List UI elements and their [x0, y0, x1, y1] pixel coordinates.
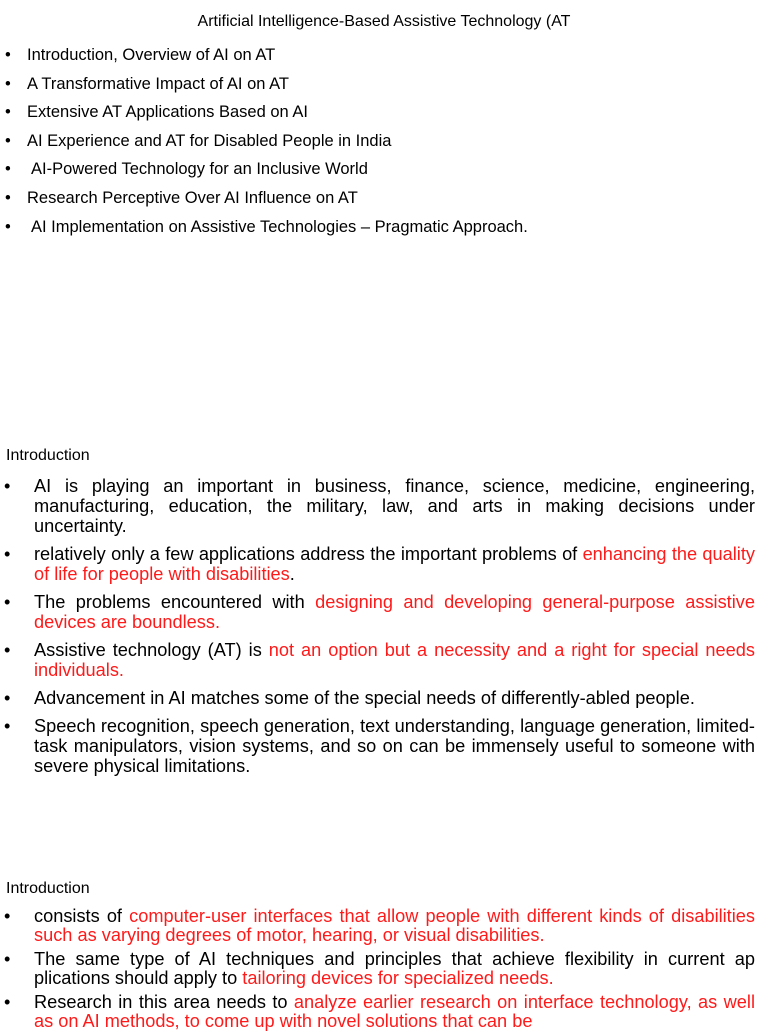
highlighted-text: enhancing the quality of life for people with disabilities [34, 544, 755, 584]
highlighted-text: tailoring devices for specialized needs. [242, 968, 554, 988]
bullet-icon: • [4, 592, 11, 612]
bullet-icon: • [4, 544, 11, 564]
outline-item-text: AI Implementation on Assistive Technologies – Pragmatic Approach. [31, 217, 528, 236]
bullet-icon: • [5, 188, 11, 207]
bullet-item [4, 476, 755, 536]
outline-item-text: A Transformative Impact of AI on AT [27, 74, 289, 93]
bullet-icon: • [4, 992, 11, 1012]
bullet-icon: • [4, 688, 11, 708]
bullet-text: Advancement in AI matches some of the special needs of differently-abled people. [34, 688, 695, 708]
outline-item-text: AI-Powered Technology for an Inclusive World [31, 160, 368, 179]
bullet-item [4, 993, 755, 1031]
outline-item [5, 215, 745, 244]
outline-item [5, 186, 745, 215]
bullet-item [4, 716, 755, 776]
bullet-text: The problems encountered with [34, 592, 316, 612]
outline-item [5, 129, 745, 158]
introduction-bullets [4, 476, 755, 784]
bullet-icon: • [4, 906, 11, 926]
bullet-text: AI is playing an important in business, finance, science, medicine, engineering, manufacturing, education, the military, law, and arts in making decisions under uncertainty. [34, 476, 755, 536]
bullet-text: . [289, 564, 295, 584]
bullet-icon: • [4, 476, 11, 496]
bullet-icon: • [4, 640, 11, 660]
bullet-icon: • [5, 217, 11, 236]
section-heading: Introduction [6, 880, 90, 897]
outline-item [5, 72, 745, 101]
bullet-text: consists of [34, 906, 130, 926]
bullet-item [4, 592, 755, 632]
highlighted-text: analyze earlier research on interface technology, as well as on AI methods, to come up with novel solutions that can be [34, 992, 755, 1031]
bullet-icon: • [4, 716, 11, 736]
outline-item [5, 157, 745, 186]
bullet-item [4, 688, 755, 708]
bullet-item [4, 950, 755, 988]
outline-item-text: Research Perceptive Over AI Influence on AT [27, 188, 358, 207]
bullet-icon: • [5, 160, 11, 179]
bullet-icon: • [5, 74, 11, 93]
bullet-icon: • [5, 131, 11, 150]
bullet-icon: • [5, 46, 11, 64]
highlighted-text: not an option but a necessity and a right for special needs individuals. [34, 640, 755, 680]
bullet-text: Speech recognition, speech generation, text understanding, language generation, limited-task manipulators, vision systems, and so on can be immensely useful to someone with severe physical limitations. [34, 716, 755, 776]
outline-item-text: Extensive AT Applications Based on AI [27, 103, 308, 122]
bullet-text: Assistive technology (AT) is [34, 640, 269, 660]
outline-item-text: AI Experience and AT for Disabled People in India [27, 131, 392, 150]
bullet-icon: • [5, 103, 11, 122]
page-title: Artificial Intelligence-Based Assistive Technology (AT [197, 13, 571, 30]
bullet-icon: • [4, 949, 11, 969]
outline-item [5, 100, 745, 129]
bullet-text: The same type of AI techniques and principles that achieve flexibility in current ap plications should apply to [34, 949, 755, 988]
introduction-bullets [4, 907, 755, 1036]
outline-item [5, 43, 745, 72]
outline-item-text: Introduction, Overview of AI on AT [27, 46, 276, 64]
bullet-item [4, 907, 755, 945]
bullet-text: Research in this area needs to [34, 992, 294, 1012]
outline-list [5, 43, 745, 243]
bullet-item [4, 640, 755, 680]
bullet-item [4, 544, 755, 584]
highlighted-text: designing and developing general-purpose assistive devices are boundless. [34, 592, 755, 632]
bullet-text: relatively only a few applications address the important problems of [34, 544, 583, 564]
highlighted-text: computer-user interfaces that allow people with different kinds of disabilities such as varying degrees of motor, hearing, or visual disabilities. [34, 906, 755, 945]
section-heading: Introduction [6, 447, 90, 464]
